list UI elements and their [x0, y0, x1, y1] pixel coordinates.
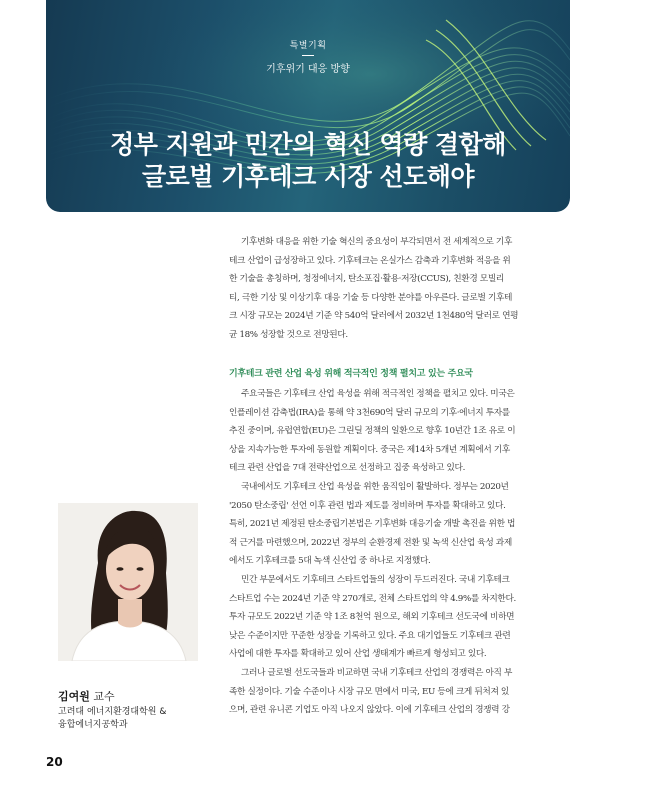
text-line: 적 근거를 마련했으며, 2022년 정부의 순환경제 전환 및 녹색 신산업 육성 과제 [229, 537, 512, 548]
text-line: 주요국들은 기후테크 산업 육성을 위해 적극적인 정책을 펼치고 있다. 미국은 [241, 389, 515, 399]
author-affiliation-line2: 융합에너지공학과 [58, 720, 128, 730]
author-role: 교수 [93, 690, 115, 703]
text-line: 족한 실정이다. 기술 수준이나 시장 규모 면에서 미국, EU 등에 크게 뒤처져 있 [229, 686, 509, 697]
author-portrait-image [58, 503, 198, 661]
header-banner [46, 0, 570, 212]
text-line: 테크 산업이 급성장하고 있다. 기후테크는 온실가스 감축과 기후변화 적응을 위 [229, 255, 511, 266]
text-line: 테크 관련 산업을 7대 전략산업으로 선정하고 집중 육성하고 있다. [229, 463, 465, 474]
text-line: 티, 극한 기상 및 이상기후 대응 기술 등 다양한 분야를 아우른다. 글로벌 기후테 [229, 292, 513, 303]
text-line: 으며, 관련 유니콘 기업도 아직 나오지 않았다. 이에 기후테크 산업의 경쟁력 강 [229, 705, 510, 716]
author-name [58, 688, 115, 704]
body-text [229, 385, 569, 720]
text-line: 인플레이션 감축법(IRA)을 통해 약 3천690억 달러 규모의 기후·에너지 투자를 [229, 407, 510, 418]
text-line: 균 18% 성장할 것으로 전망된다. [229, 329, 348, 340]
kicker-divider [302, 55, 314, 56]
section-heading: 기후테크 관련 산업 육성 위해 적극적인 정책 펼치고 있는 주요국 [229, 369, 473, 379]
text-line: 기후변화 대응을 위한 기술 혁신의 중요성이 부각되면서 전 세계적으로 기후 [241, 237, 513, 247]
author-affiliation-line1: 고려대 에너지환경대학원 & [58, 707, 167, 717]
text-line: 낮은 수준이지만 꾸준한 성장을 기록하고 있다. 주요 대기업들도 기후테크 관련 [229, 630, 511, 641]
author-photo [58, 503, 198, 661]
text-line: 민간 부문에서도 기후테크 스타트업들의 성장이 두드러진다. 국내 기후테크 [241, 574, 510, 585]
article-title-line1: 정부 지원과 민간의 혁신 역량 결합해 [110, 130, 506, 159]
kicker-subtitle: 기후위기 대응 방향 [266, 64, 350, 75]
text-line: 국내에서도 기후테크 산업 육성을 위한 움직임이 활발하다. 정부는 2020년 [241, 481, 509, 492]
author-name-text: 김여원 [58, 690, 90, 703]
text-line: 그러나 글로벌 선도국들과 비교하면 국내 기후테크 산업의 경쟁력은 아직 부 [241, 667, 513, 678]
kicker-label: 특별기획 [289, 41, 327, 51]
text-line: 크 시장 규모는 2024년 기준 약 540억 달러에서 2032년 1천480억 달러로 연평 [229, 311, 519, 322]
text-line: 스타트업 수는 2024년 기준 약 270개로, 전체 스타트업의 약 4.9%를 차지한다. [229, 593, 516, 604]
text-line: 한 기술을 총칭하며, 청정에너지, 탄소포집·활용·저장(CCUS), 친환경 모빌리 [229, 274, 504, 285]
page-number: 20 [46, 755, 63, 769]
article-title-line2: 글로벌 기후테크 시장 선도해야 [141, 162, 475, 191]
text-line: '2050 탄소중립' 선언 이후 관련 법과 제도를 정비하며 투자를 확대하고 있다. [229, 500, 506, 511]
text-line: 투자 규모도 2022년 기준 약 1조 8천억 원으로, 해외 기후테크 선도국에 비하면 [229, 612, 515, 623]
intro-paragraph [229, 233, 569, 345]
text-line: 특히, 2021년 제정된 탄소중립기본법은 기후변화 대응기술 개발 촉진을 위한 법 [229, 519, 516, 530]
text-line: 에서도 기후테크를 5대 녹색 신산업 중 하나로 지정했다. [229, 556, 431, 567]
text-line: 상을 지속가능한 투자에 동원할 계획이다. 중국은 제14차 5개년 계획에서 기후 [229, 444, 510, 455]
text-line: 사업에 대한 투자를 확대하고 있어 산업 생태계가 빠르게 형성되고 있다. [229, 649, 487, 660]
text-line: 추진 중이며, 유럽연합(EU)은 그린딜 정책의 일환으로 향후 10년간 1조 유로 이 [229, 426, 516, 437]
